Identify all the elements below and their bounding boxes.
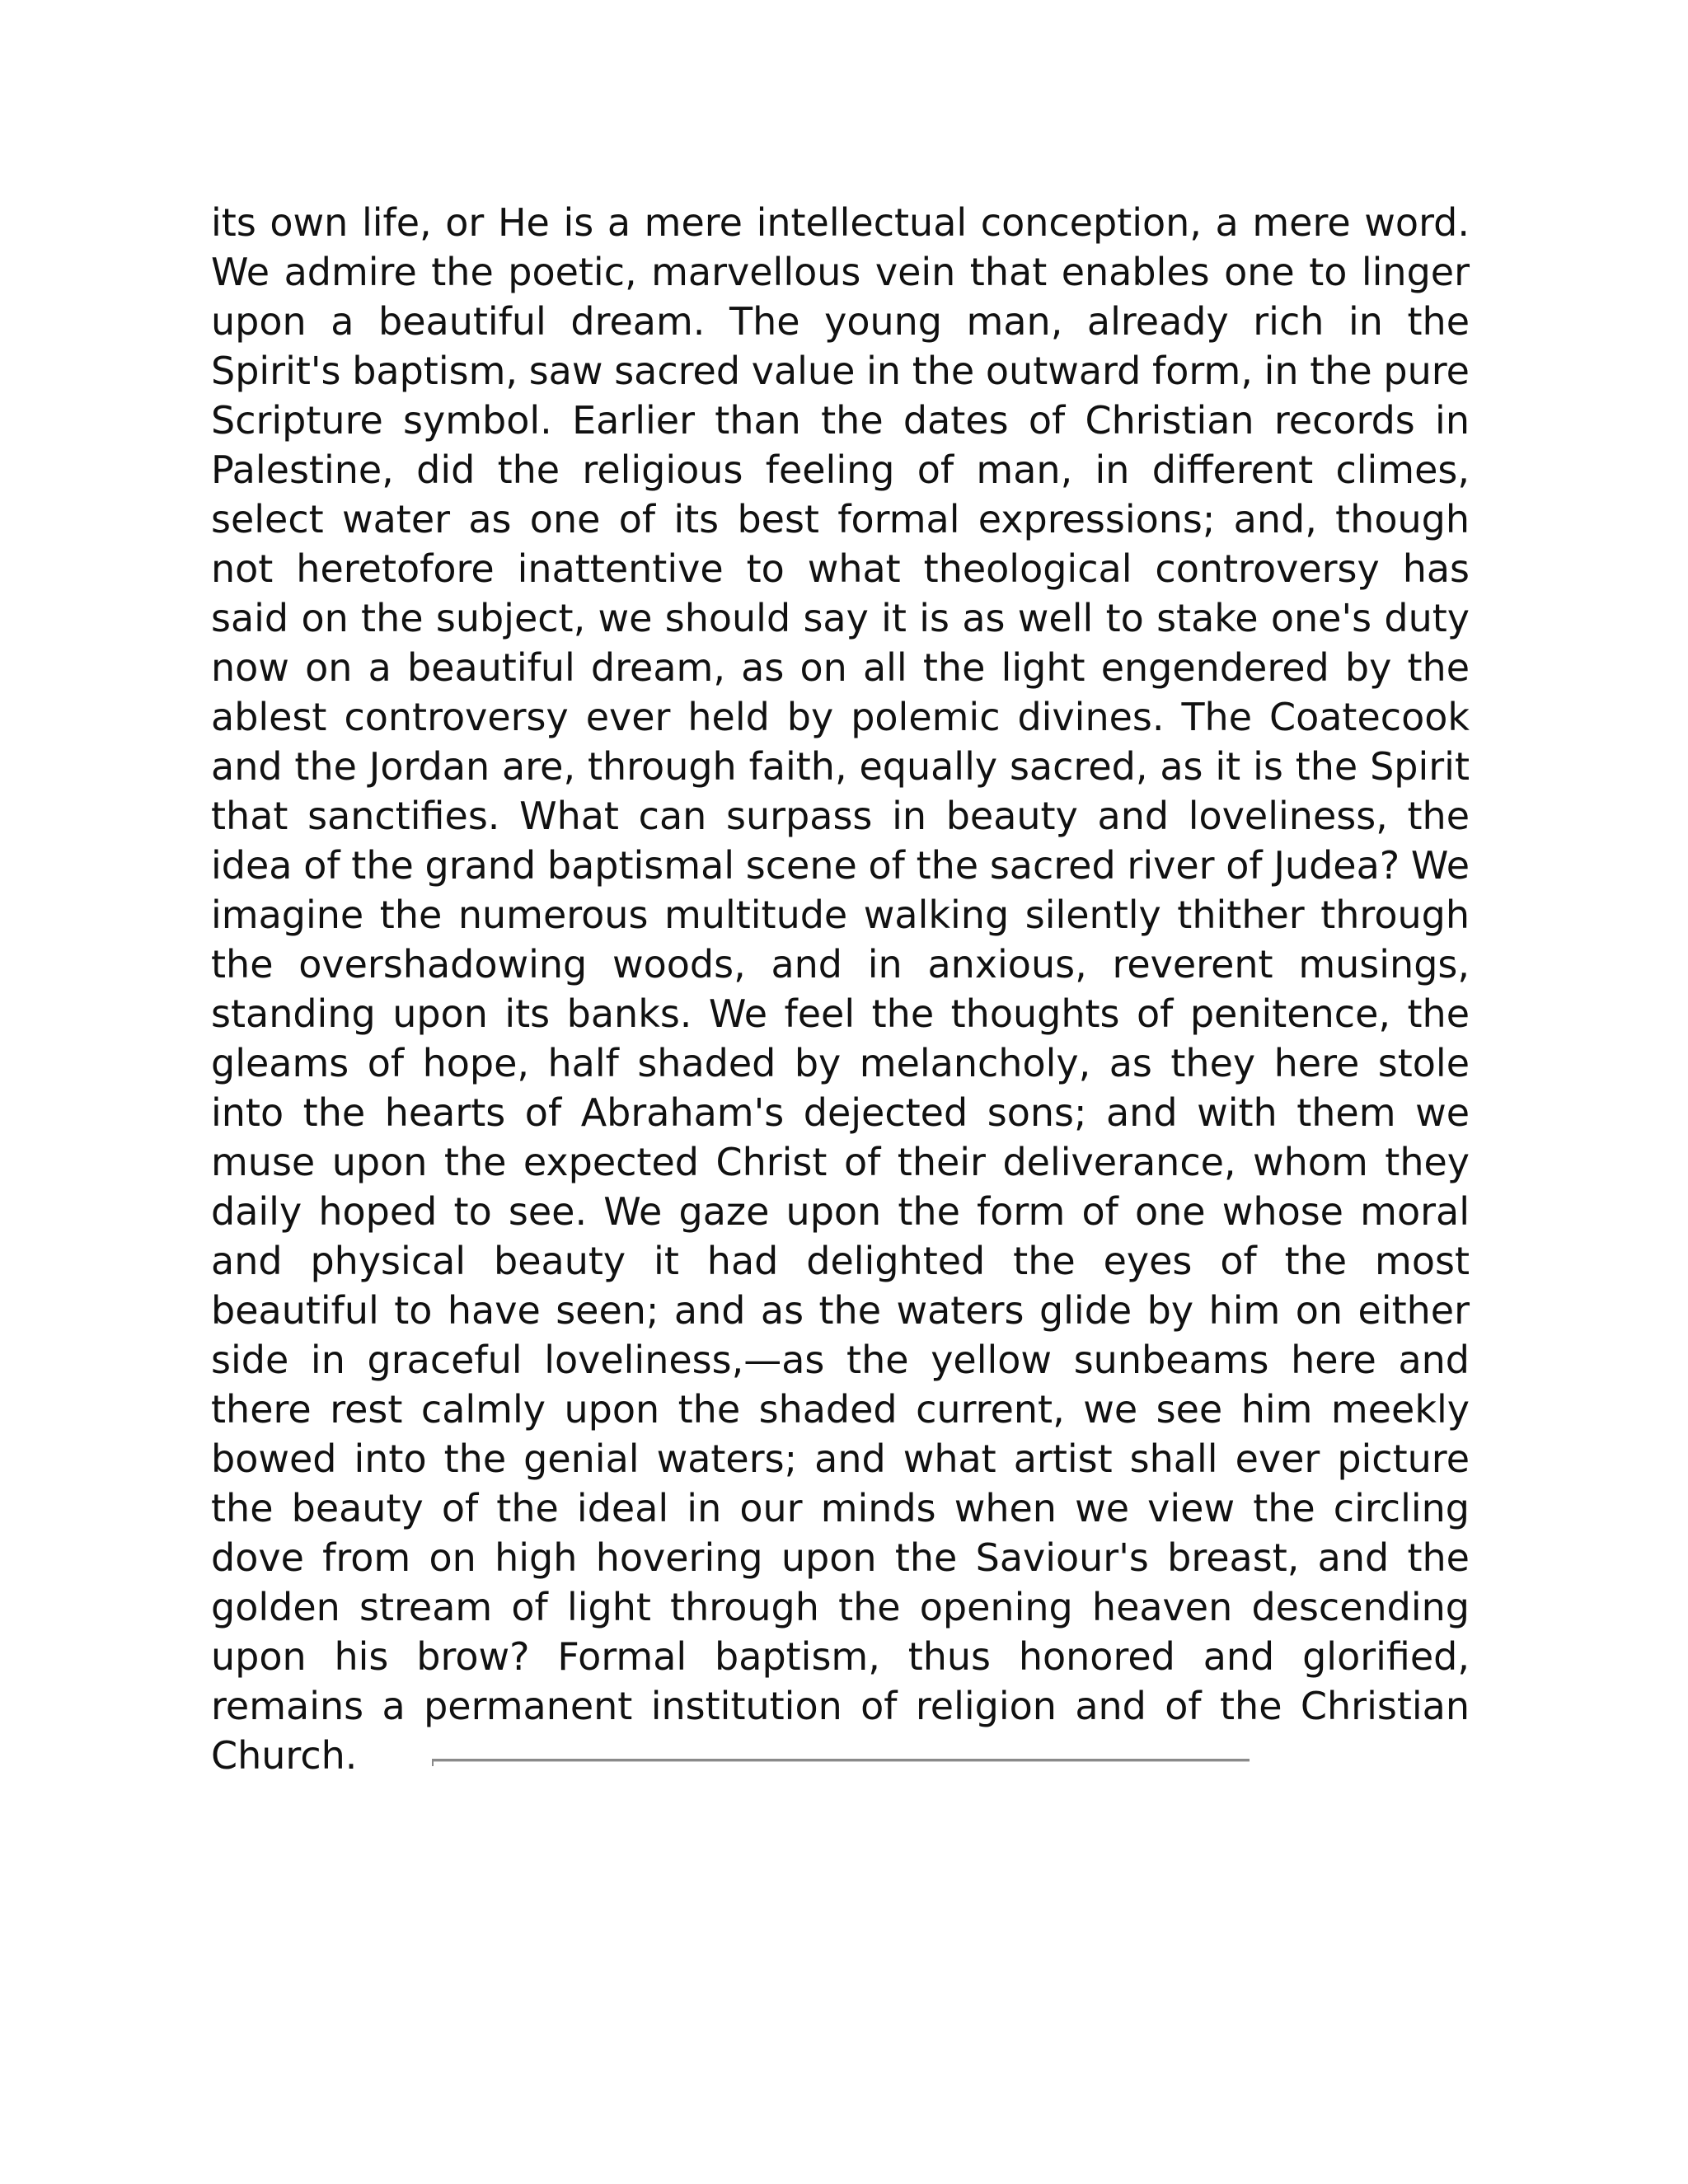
section-divider (432, 1759, 1250, 1762)
body-paragraph: its own life, or He is a mere intellectual conception, a mere word. We admire the poetic, marvellous vein that enables one to linger upon a beautiful dream. The young man, already rich in the Spirit's baptism, saw sacred value in the outward form, in the pure Scripture symbol. Earlier than the dates of Christian records in Palestine, did the religious feeling of man, in different climes, select water as one of its best formal expressions; and, though not heretofore inattentive to what theological controversy has said on the subject, we should say it is as well to stake one's duty now on a beautiful dream, as on all the light engendered by the ablest controversy ever held by polemic divines. The Coatecook and the Jordan are, through faith, equally sacred, as it is the Spirit that sanctifies. What can surpass in beauty and loveliness, the idea of the grand baptismal scene of the sacred river of Judea? We imagine the numerous multitude walking silently thither through the overshadowing woods, and in anxious, reverent musings, standing upon its banks. We feel the thoughts of penitence, the gleams of hope, half shaded by melancholy, as they here stole into the hearts of Abraham's dejected sons; and with them we muse upon the expected Christ of their deliverance, whom they daily hoped to see. We gaze upon the form of one whose moral and physical beauty it had delighted the eyes of the most beautiful to have seen; and as the waters glide by him on either side in graceful loveliness,—as the yellow sunbeams here and there rest calmly upon the shaded current, we see him meekly bowed into the genial waters; and what artist shall ever picture the beauty of the ideal in our minds when we view the circling dove from on high hovering upon the Saviour's breast, and the golden stream of light through the opening heaven descending upon his brow? Formal baptism, thus honored and glorified, remains a permanent institution of religion and of the Christian Church. (211, 200, 1470, 1778)
